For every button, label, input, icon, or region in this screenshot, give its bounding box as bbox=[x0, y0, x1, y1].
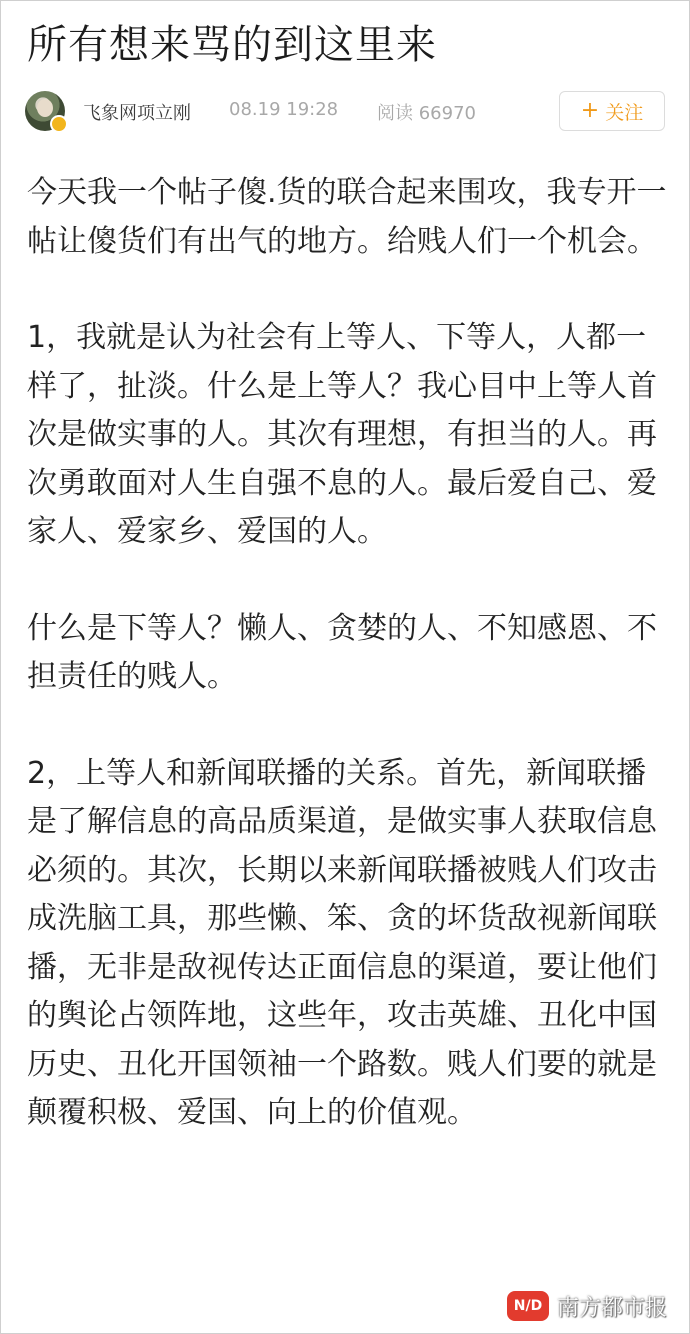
follow-label: 关注 bbox=[605, 101, 644, 124]
source-watermark bbox=[507, 1289, 667, 1323]
paragraph-point-2: 2，上等人和新闻联播的关系。首先，新闻联播是了解信息的高品质渠道，是做实事人获取信息必须的。其次，长期以来新闻联播被贱人们攻击成洗脑工具，那些懒、笨、贪的坏货敌视新闻联播，无非是敌视传达正面信息的渠道，要让他们的舆论占领阵地，这些年，攻击英雄、丑化中国历史、丑化开国领袖一个路数。贱人们要的就是颠覆积极、爱国、向上的价值观。 bbox=[27, 755, 657, 1130]
author-name[interactable]: 飞象网项立刚 bbox=[83, 103, 191, 124]
post-title: 所有想来骂的到这里来 bbox=[27, 22, 437, 68]
read-count: 阅读 66970 bbox=[377, 103, 476, 124]
follow-button[interactable] bbox=[559, 91, 665, 131]
post-meta bbox=[25, 89, 667, 133]
watermark-logo: N/D bbox=[507, 1291, 549, 1321]
plus-icon: + bbox=[580, 98, 600, 123]
post-body bbox=[27, 169, 667, 1186]
paragraph-intro: 今天我一个帖子傻.货的联合起来围攻，我专开一帖让傻货们有出气的地方。给贱人们一个机会。 bbox=[27, 175, 667, 259]
post-time: 08.19 19:28 bbox=[229, 99, 339, 120]
avatar-face bbox=[37, 99, 53, 117]
verified-badge-icon bbox=[50, 115, 68, 133]
paragraph-lower-class: 什么是下等人？懒人、贪婪的人、不知感恩、不担责任的贱人。 bbox=[27, 610, 657, 694]
author-avatar[interactable] bbox=[25, 91, 65, 131]
watermark-text: 南方都市报 bbox=[557, 1295, 668, 1321]
paragraph-point-1: 1，我就是认为社会有上等人、下等人，人都一样了，扯淡。什么是上等人？我心目中上等人首次是做实事的人。其次有理想，有担当的人。再次勇敢面对人生自强不息的人。最后爱自己、爱家人、爱家乡、爱国的人。 bbox=[27, 320, 657, 549]
